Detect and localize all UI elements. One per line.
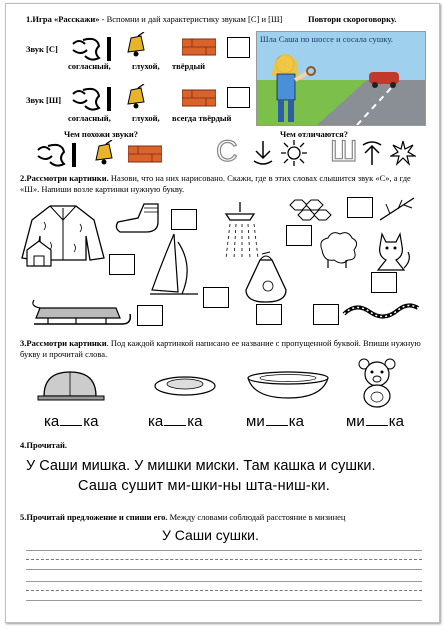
missing-letter-blank[interactable]: [164, 413, 186, 426]
worksheet-page: [5, 3, 440, 623]
differ-question: Чем отличаются?: [280, 129, 349, 139]
word-suffix: ка: [187, 413, 203, 430]
sled-picture: [26, 298, 136, 334]
section1-number: 1.: [26, 14, 33, 24]
missing-letter-blank[interactable]: [366, 413, 388, 426]
cat-picture: [370, 230, 412, 274]
section3-title: Рассмотри картинки: [26, 338, 107, 348]
trait-voiceless: глухой,: [132, 113, 160, 123]
section2-title: Рассмотри картинки.: [26, 173, 109, 183]
copy-sentence: У Саши сушки.: [162, 527, 259, 543]
answer-box[interactable]: [171, 209, 197, 230]
trait-consonant: согласный,: [68, 61, 111, 71]
outlined-letter-sh: Ш: [330, 135, 358, 168]
porridge-plate-picture: [152, 374, 218, 398]
bag-picture: [242, 250, 292, 304]
section1-instruction: - Вспомни и дай характеристику звукам [С] и [Ш]: [99, 14, 283, 24]
answer-box[interactable]: [286, 225, 312, 246]
writing-line: [26, 581, 422, 582]
arrow-up-icon: [360, 139, 384, 167]
missing-letter-blank[interactable]: [266, 413, 288, 426]
section3-instruction: . Под каждой картинкой написано ее название с пропущенной буквой. Впиши нужную букву и прочитай слова.: [20, 338, 421, 359]
missing-letter-blank[interactable]: [60, 413, 82, 426]
answer-box[interactable]: [203, 287, 229, 308]
teddy-bear-picture: [354, 358, 400, 408]
brick-icon: [128, 142, 162, 164]
brick-icon: [182, 86, 216, 108]
section2-number: 2.: [20, 173, 27, 183]
mouth-shape-icon: [34, 140, 80, 170]
section5-number: 5.: [20, 512, 27, 522]
fill-word: [148, 413, 202, 430]
sun-icon: [280, 139, 308, 167]
word-prefix: ми: [246, 413, 265, 430]
word-suffix: ка: [83, 413, 99, 430]
word-prefix: ка: [148, 413, 164, 430]
section4-title: Прочитай.: [26, 440, 67, 450]
sound-sh-label: Звук [Ш]: [26, 95, 62, 105]
section4-number: 4.: [20, 440, 27, 450]
section3-heading: [20, 338, 425, 360]
doghouse-picture: [24, 238, 54, 268]
fill-word: [346, 413, 404, 430]
section2-instruction: Назови, что на них нарисовано. Скажи, где в этих словах слышится звук «С», а где «Ш». Напиши возле картинки нужную букву.: [20, 173, 411, 194]
answer-box[interactable]: [256, 304, 282, 325]
arrow-down-icon: [251, 139, 275, 167]
sound-s-answer-box[interactable]: [227, 37, 250, 58]
section1-title: Игра «Расскажи»: [32, 14, 100, 24]
burst-icon: [390, 139, 416, 167]
writing-line: [26, 600, 422, 601]
word-suffix: ка: [288, 413, 304, 430]
similar-question: Чем похожи звуки?: [64, 129, 139, 139]
reading-line-2: Саша сушит ми-шки-ны шта-ниш-ки.: [78, 478, 331, 494]
whistle-mouth-icon: [69, 34, 115, 64]
tongue-twister-picture: [256, 31, 426, 126]
answer-box[interactable]: [347, 197, 373, 218]
helmet-picture: [36, 368, 106, 404]
sail-picture: [148, 232, 200, 302]
snake-picture: [342, 300, 422, 324]
trait-hard: твёрдый: [172, 61, 205, 71]
writing-midline: [26, 559, 422, 560]
bell-icon: [92, 140, 116, 168]
answer-box[interactable]: [371, 272, 397, 293]
trait-consonant: согласный,: [68, 113, 111, 123]
section3-number: 3.: [20, 338, 27, 348]
section2-heading: [20, 173, 428, 195]
outlined-letter-s: С: [216, 135, 238, 168]
section4-heading: [20, 440, 67, 450]
sound-sh-answer-box[interactable]: [227, 87, 250, 108]
answer-box[interactable]: [313, 304, 339, 325]
bell-icon: [124, 32, 148, 60]
hiss-mouth-icon: [69, 84, 115, 114]
fill-word: [246, 413, 304, 430]
answer-box[interactable]: [137, 305, 163, 326]
picture-caption: Шла Саша по шоссе и сосала сушку.: [260, 34, 393, 44]
branch-picture: [378, 194, 418, 222]
section5-title: Прочитай предложение и спиши его.: [26, 512, 168, 522]
writing-line: [26, 550, 422, 551]
brick-icon: [182, 35, 216, 57]
bowl-picture: [246, 370, 330, 402]
fill-word: [44, 413, 98, 430]
section5-heading: [20, 512, 345, 522]
sheep-picture: [316, 230, 360, 270]
writing-line: [26, 569, 422, 570]
reading-line-1: У Саши мишка. У мишки миски. Там кашка и сушки.: [26, 458, 376, 474]
sound-s-label: Звук [С]: [26, 44, 58, 54]
answer-box[interactable]: [109, 254, 135, 275]
honeycomb-picture: [284, 197, 336, 227]
writing-midline: [26, 590, 422, 591]
tongue-twister-label: Повтори скороговорку.: [308, 14, 397, 24]
trait-always-hard: всегда твёрдый: [172, 113, 232, 123]
trait-voiceless: глухой,: [132, 61, 160, 71]
road-scene-illustration: [257, 32, 425, 125]
section1-heading: [26, 14, 326, 24]
section5-instruction: Между словами соблюдай расстояние в мизинец: [167, 512, 346, 522]
bell-icon: [124, 84, 148, 112]
word-suffix: ка: [388, 413, 404, 430]
word-prefix: ми: [346, 413, 365, 430]
word-prefix: ка: [44, 413, 60, 430]
sock-picture: [114, 202, 164, 236]
